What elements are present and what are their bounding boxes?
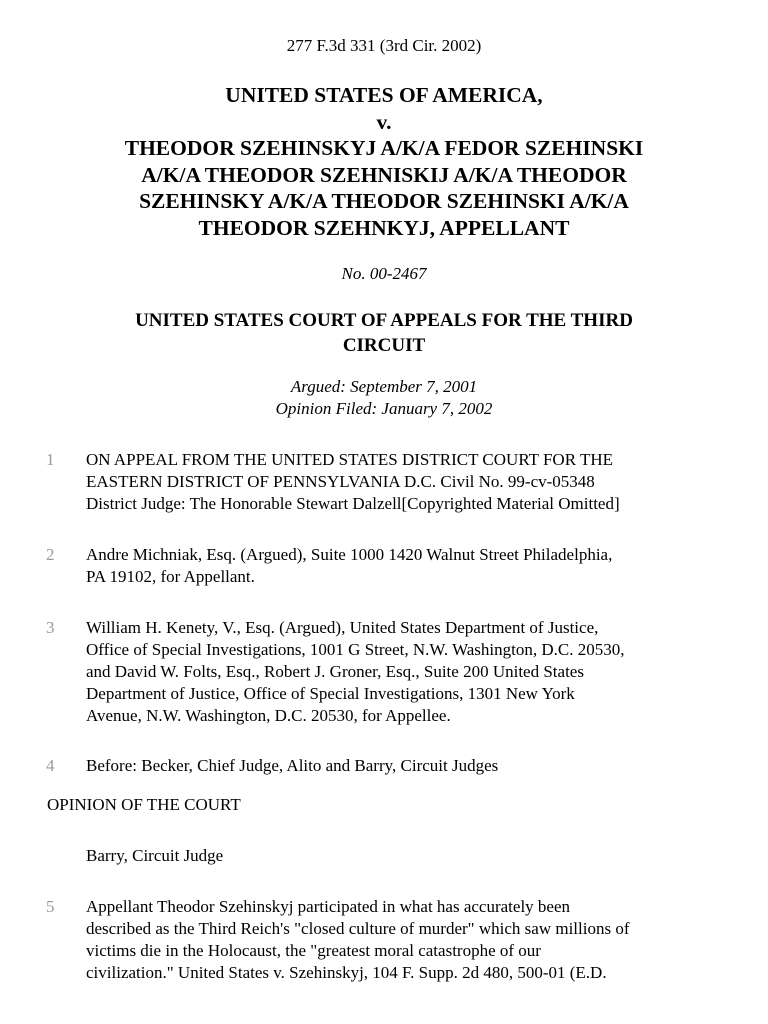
caption-line: UNITED STATES OF AMERICA, [225, 83, 543, 107]
caption-line: THEODOR SZEHNKYJ, APPELLANT [198, 215, 570, 240]
court-name-line: UNITED STATES COURT OF APPEALS FOR THE THIRD [135, 310, 633, 331]
paragraph-line: Avenue, N.W. Washington, D.C. 20530, for Appellee. [86, 706, 451, 725]
paragraph-line: Office of Special Investigations, 1001 G Street, N.W. Washington, D.C. 20530, [86, 640, 625, 659]
paragraph-text [86, 617, 624, 727]
caption-line: v. [376, 109, 392, 134]
case-dates [0, 376, 768, 420]
filed-date: Opinion Filed: January 7, 2002 [275, 399, 493, 418]
paragraph-number: 5 [46, 897, 55, 916]
paragraph-number: 2 [46, 545, 55, 564]
paragraph-line: William H. Kenety, V., Esq. (Argued), United States Department of Justice, [86, 618, 599, 637]
court-name [60, 308, 708, 358]
paragraph-text [86, 544, 612, 588]
paragraph-text [86, 449, 620, 515]
paragraph-line: Andre Michniak, Esq. (Argued), Suite 1000 1420 Walnut Street Philadelphia, [86, 545, 613, 564]
paragraph-line: victims die in the Holocaust, the "greatest moral catastrophe of our [86, 941, 541, 960]
court-name-line: CIRCUIT [342, 335, 426, 356]
caption-line: THEODOR SZEHINSKYJ A/K/A FEDOR SZEHINSKI [124, 136, 644, 160]
opinion-heading: OPINION OF THE COURT [47, 795, 241, 814]
opinion-author: Barry, Circuit Judge [86, 846, 224, 865]
paragraph-line: civilization." United States v. Szehinskyj, 104 F. Supp. 2d 480, 500-01 (E.D. [86, 963, 607, 982]
paragraph-number: 4 [46, 756, 55, 775]
paragraph-line: District Judge: The Honorable Stewart Dalzell[Copyrighted Material Omitted] [86, 494, 620, 513]
paragraph-line: Appellant Theodor Szehinskyj participated in what has accurately been [86, 897, 571, 916]
paragraph-line: Department of Justice, Office of Special Investigations, 1301 New York [86, 684, 575, 703]
argued-date: Argued: September 7, 2001 [290, 377, 478, 396]
paragraph-text [86, 896, 630, 984]
paragraph-line: ON APPEAL FROM THE UNITED STATES DISTRICT COURT FOR THE [86, 450, 614, 469]
paragraph-text [86, 755, 498, 777]
paragraph-line: PA 19102, for Appellant. [86, 567, 255, 586]
paragraph-number: 3 [46, 618, 55, 637]
paragraph-line: described as the Third Reich's "closed culture of murder" which saw millions of [86, 919, 630, 938]
paragraph-line: Before: Becker, Chief Judge, Alito and Barry, Circuit Judges [86, 756, 499, 775]
caption-line: SZEHINSKY A/K/A THEODOR SZEHINSKI A/K/A [139, 189, 629, 213]
paragraph-line: and David W. Folts, Esq., Robert J. Groner, Esq., Suite 200 United States [86, 662, 584, 681]
paragraph-number: 1 [46, 450, 55, 469]
caption-line: A/K/A THEODOR SZEHNISKIJ A/K/A THEODOR [141, 162, 627, 187]
case-caption [60, 82, 708, 241]
paragraph-line: EASTERN DISTRICT OF PENNSYLVANIA D.C. Civil No. 99-cv-05348 [86, 472, 595, 491]
docket-number: No. 00-2467 [341, 264, 427, 283]
case-citation: 277 F.3d 331 (3rd Cir. 2002) [286, 36, 482, 55]
